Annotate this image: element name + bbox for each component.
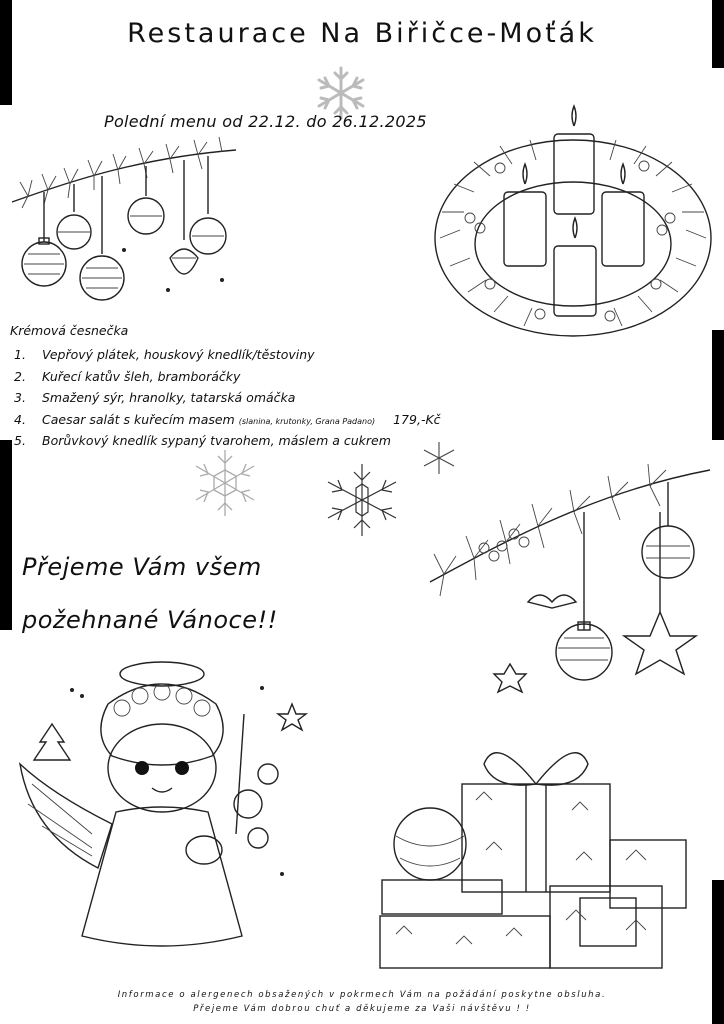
menu-item-number: 2. [14, 368, 26, 384]
edge-bar-left-top [0, 0, 12, 105]
menu-item [14, 387, 441, 409]
thank-you-note: Přejeme Vám dobrou chuť a děkujeme za Vaši návštěvu ! ! [193, 1004, 531, 1014]
menu-item-price: 179,-Kč [393, 411, 441, 427]
menu-date-range: Polední menu od 22.12. do 26.12.2025 [104, 112, 427, 131]
menu-item-number: 4. [14, 411, 26, 427]
menu-item-number: 3. [14, 390, 26, 406]
greeting-line-2: požehnané Vánoce!! [22, 606, 278, 634]
gift-boxes-illustration [376, 730, 696, 978]
menu-list [14, 344, 441, 452]
greeting-line-1: Přejeme Vám všem [22, 553, 262, 581]
pine-branch-ornaments-illustration [424, 452, 716, 724]
snowflake-icon [188, 446, 262, 520]
snowflake-icon [318, 460, 406, 540]
menu-item-text: Caesar salát s kuřecím masem [42, 411, 235, 427]
soup-of-the-week: Krémová česnečka [10, 323, 129, 338]
angel-illustration [12, 644, 322, 964]
allergen-notice: Informace o alergenech obsažených v pokrmech Vám na požádání poskytne obsluha. [117, 990, 607, 1000]
edge-bar-right-middle [712, 330, 724, 440]
menu-item [14, 344, 441, 366]
menu-item-text: Smažený sýr, hranolky, tatarská omáčka [42, 390, 296, 406]
advent-wreath-illustration [430, 88, 716, 342]
menu-item [14, 409, 441, 431]
menu-item-number: 5. [14, 433, 26, 449]
menu-item-text: Kuřecí katův šleh, bramboráčky [42, 368, 241, 384]
edge-bar-left-middle [0, 440, 12, 630]
menu-item [14, 366, 441, 388]
restaurant-title: Restaurace Na Biřičce-Moťák [127, 18, 597, 49]
menu-item-note: (slanina, krutonky, Grana Padano) [238, 416, 376, 426]
menu-item-text: Borůvkový knedlík sypaný tvarohem, máslem a cukrem [42, 433, 391, 449]
hanging-ornaments-illustration [8, 130, 240, 322]
menu-item-number: 1. [14, 347, 26, 362]
menu-item-text: Vepřový plátek, houskový knedlík/těstoviny [42, 347, 315, 362]
